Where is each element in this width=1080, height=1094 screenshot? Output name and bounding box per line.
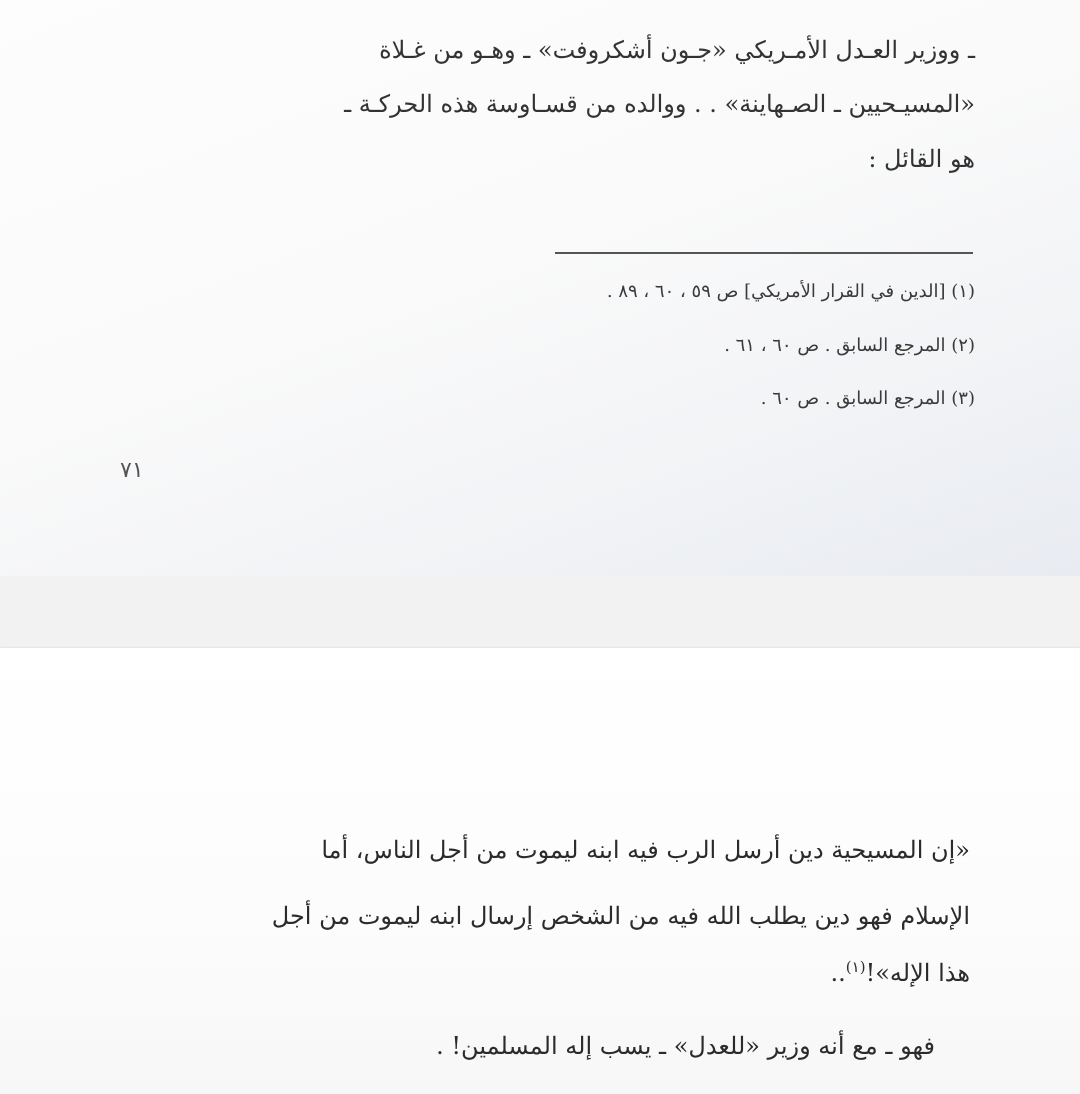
body-text-line-2: «المسيـحيين ـ الصـهاينة» . . ووالده من قسـاوسة هذه الحركـة ـ — [344, 90, 975, 118]
book-page-bottom — [0, 648, 1080, 1094]
page-gap — [0, 576, 1080, 648]
page-number: ٧١ — [120, 458, 144, 483]
closing-line: فهو ـ مع أنه وزير «للعدل» ـ يسب إله المسلمين! . — [436, 1032, 935, 1060]
quote-line-3-text: هذا الإله»! — [865, 959, 970, 987]
footnote-3: (٣) المرجع السابق . ص ٦٠ . — [760, 388, 975, 409]
quote-line-2: الإسلام فهو دين يطلب الله فيه من الشخص إرسال ابنه ليموت من أجل — [271, 902, 970, 930]
footnote-1: (١) [الدين في القرار الأمريكي] ص ٥٩ ، ٦٠ ، ٨٩ . — [606, 281, 975, 302]
quote-tail: .. — [830, 959, 846, 987]
body-text-line-3: هو القائل : — [868, 145, 975, 173]
footnote-separator — [555, 252, 973, 254]
footnote-2: (٢) المرجع السابق . ص ٦٠ ، ٦١ . — [724, 335, 975, 356]
quote-line-3 — [831, 960, 970, 985]
footnote-reference: (١) — [845, 958, 866, 976]
quote-line-1: «إن المسيحية دين أرسل الرب فيه ابنه ليموت من أجل الناس، أما — [321, 836, 970, 864]
body-text-line-1: ـ ووزير العـدل الأمـريكي «جـون أشكروفت» ـ وهـو من غـلاة — [379, 36, 975, 64]
